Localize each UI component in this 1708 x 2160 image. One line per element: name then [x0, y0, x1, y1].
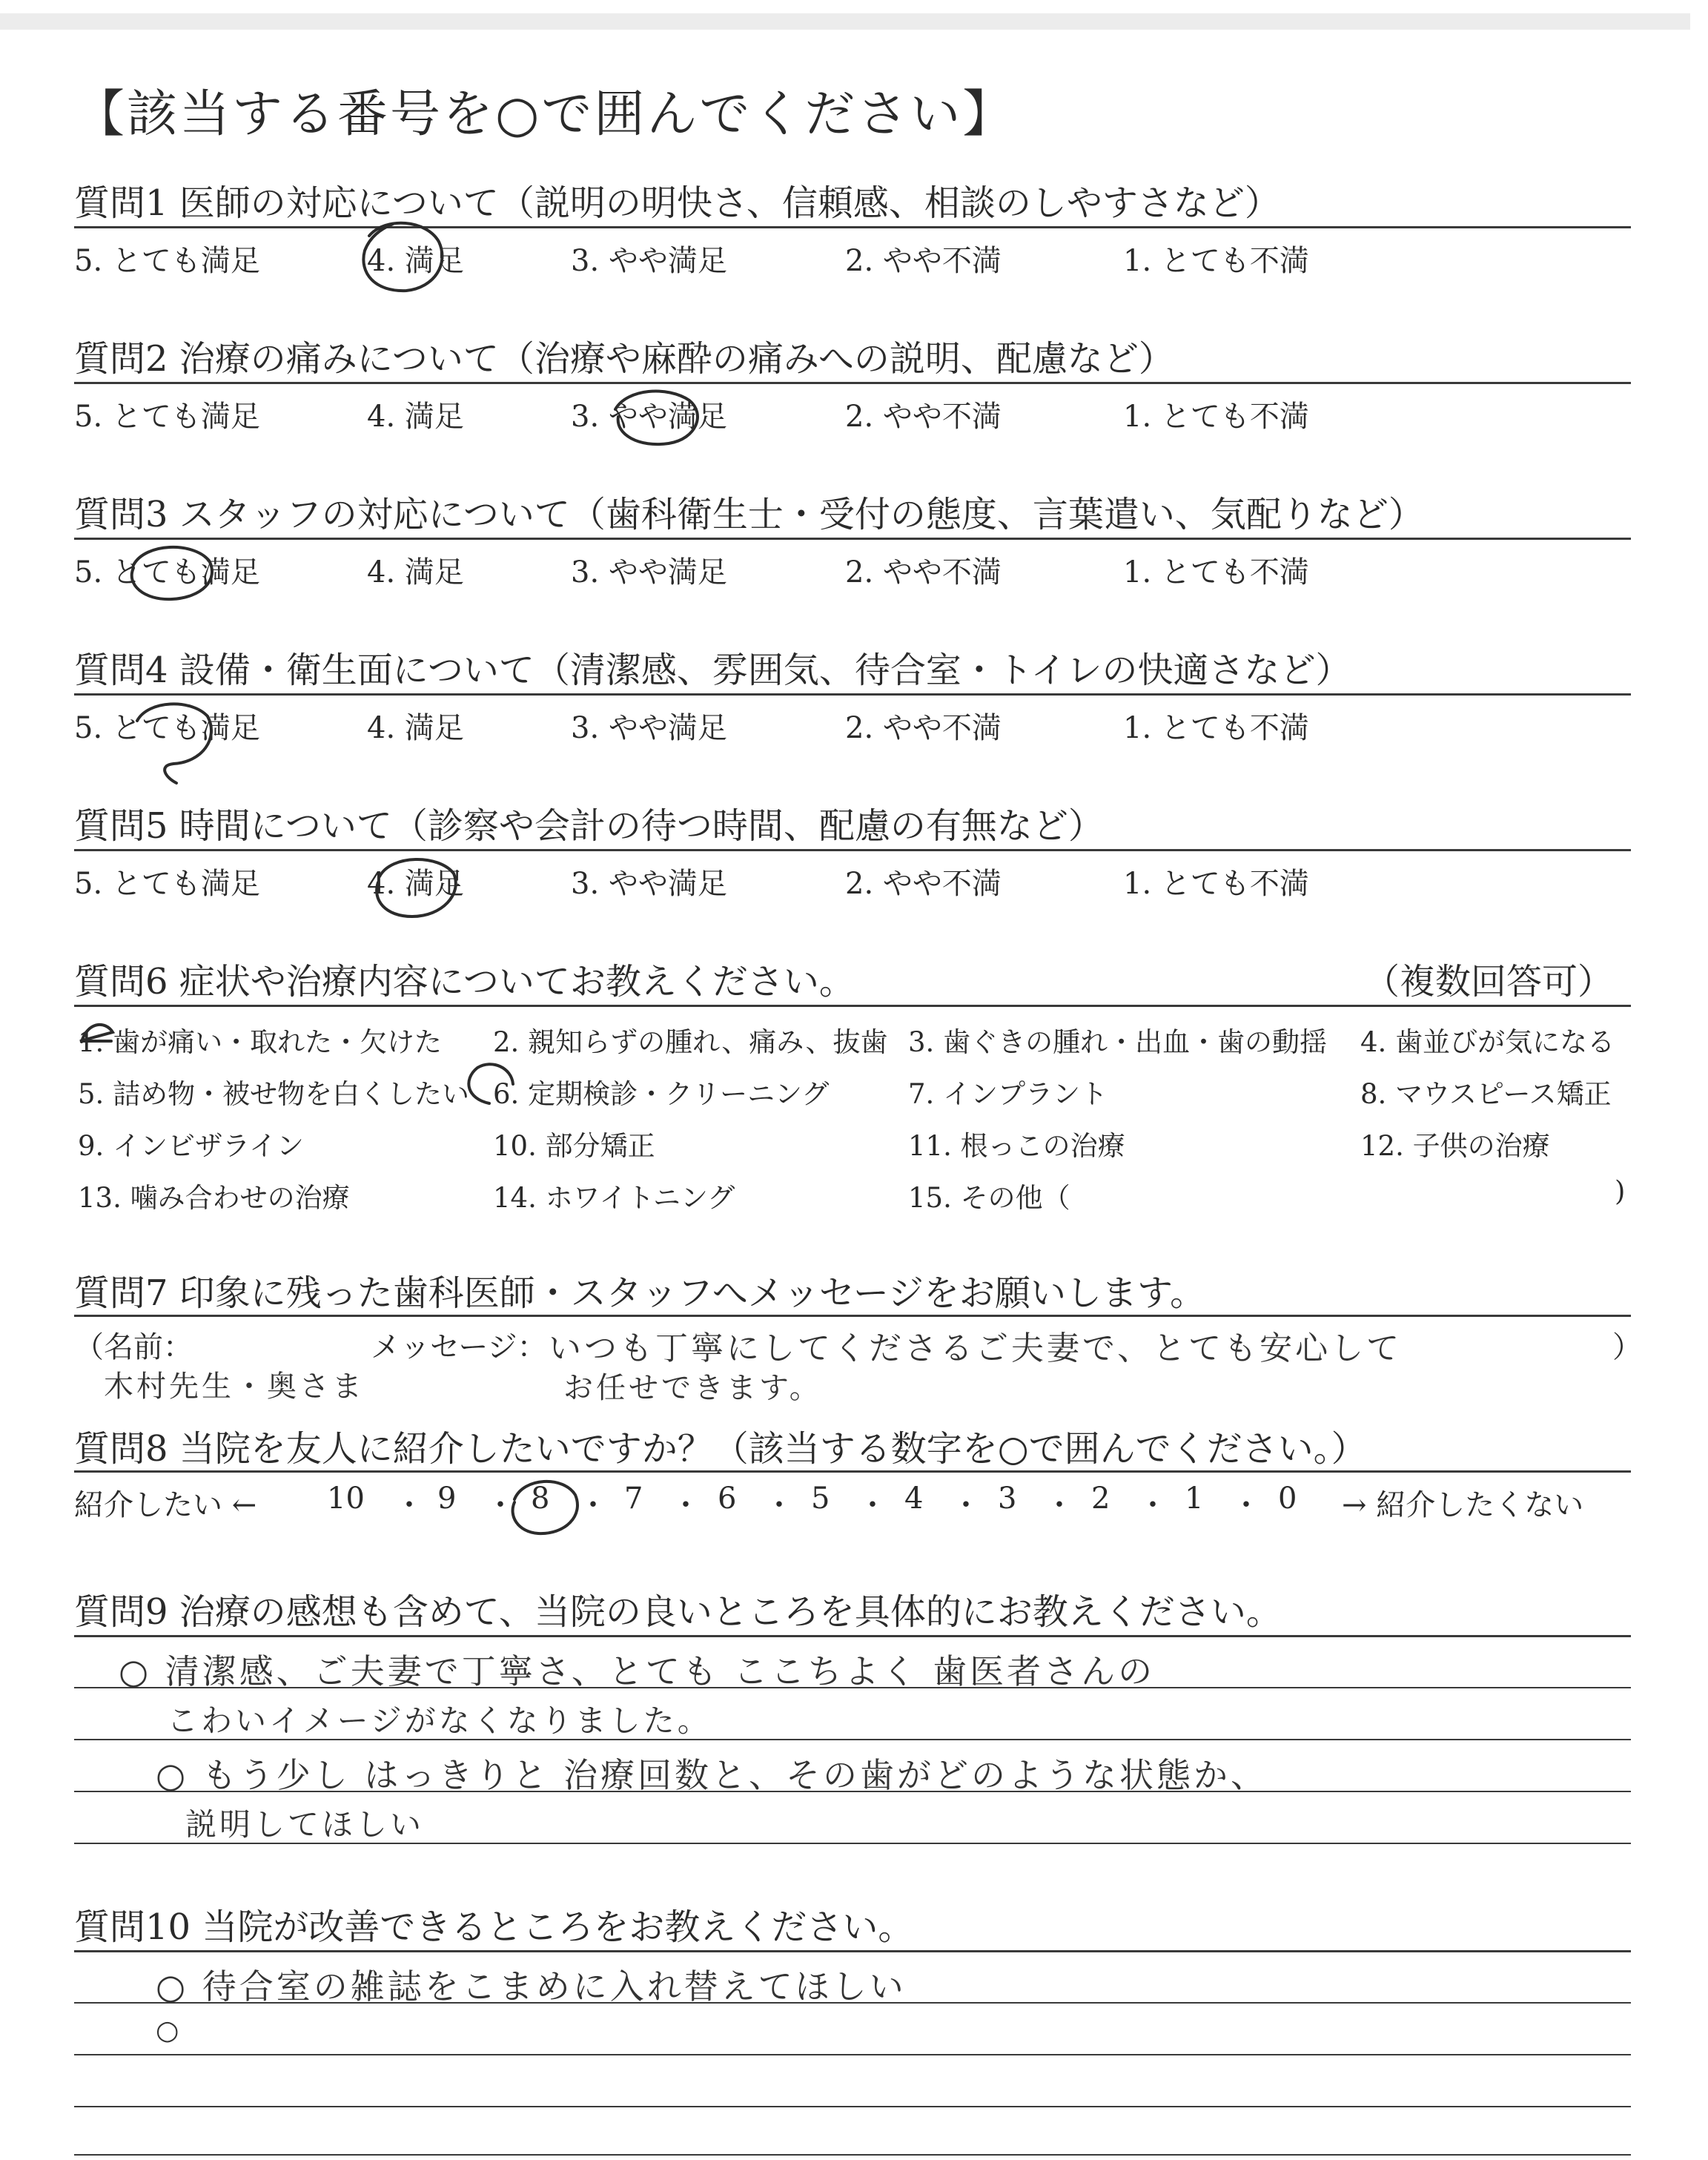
q7-rule: [74, 1315, 1631, 1317]
q6-item-8[interactable]: 8. マウスピース矯正: [1360, 1078, 1612, 1110]
q9-answer-line-1[interactable]: ○ 清潔感、ご夫妻で丁寧さ、とても ここちよく 歯医者さんの: [119, 1651, 1156, 1691]
q8-sep: ・: [578, 1488, 608, 1522]
q6-item-11[interactable]: 11. 根っこの治療: [908, 1130, 1125, 1162]
q10-answer-line-2[interactable]: ○: [156, 2015, 182, 2046]
q8-scale-1[interactable]: 1: [1185, 1482, 1204, 1516]
q5-option-3[interactable]: 3. やや満足: [571, 867, 727, 901]
q4-option-5[interactable]: 5. とても満足: [74, 711, 260, 745]
q8-scale-10[interactable]: 10: [327, 1482, 365, 1516]
q1-title: 質問1 医師の対応について（説明の明快さ、信頼感、相談のしやすさなど）: [74, 182, 1280, 224]
q6-rule: [74, 1005, 1631, 1007]
q8-sep: ・: [951, 1488, 981, 1522]
page-title: 【該当する番号を○で囲んでください】: [74, 85, 1016, 144]
q9-answer-line-3[interactable]: ○ もう少し はっきりと 治療回数と、その歯がどのような状態か、: [156, 1755, 1268, 1795]
q6-item-10[interactable]: 10. 部分矯正: [493, 1130, 655, 1162]
q10-rule: [74, 1950, 1631, 1952]
q8-scale-8[interactable]: 8: [531, 1482, 550, 1516]
q8-rule: [74, 1470, 1631, 1473]
q4-rule: [74, 693, 1631, 696]
q2-option-3[interactable]: 3. やや満足: [571, 400, 727, 434]
q8-scale-5[interactable]: 5: [811, 1482, 830, 1516]
q10-answer-rule: [74, 2154, 1631, 2156]
q2-option-4[interactable]: 4. 満足: [367, 400, 464, 434]
q7-message-label: メッセージ：: [371, 1330, 547, 1364]
q7-message-line-1[interactable]: いつも丁寧にしてくださるご夫妻で、とても安心して: [549, 1330, 1403, 1367]
q8-sep: ・: [1231, 1488, 1261, 1522]
q6-item-15[interactable]: 15. その他（: [908, 1182, 1070, 1214]
q6-other-close-paren: ): [1615, 1175, 1626, 1207]
q8-sep: ・: [858, 1488, 887, 1522]
q6-item-6[interactable]: 6. 定期検診・クリーニング: [493, 1078, 830, 1110]
q6-item-12[interactable]: 12. 子供の治療: [1360, 1130, 1550, 1162]
q8-scale-7[interactable]: 7: [624, 1482, 643, 1516]
q1-option-1[interactable]: 1. とても不満: [1123, 244, 1309, 278]
q5-option-1[interactable]: 1. とても不満: [1123, 867, 1309, 901]
q8-sep: ・: [671, 1488, 701, 1522]
q5-option-5[interactable]: 5. とても満足: [74, 867, 260, 901]
q2-title: 質問2 治療の痛みについて（治療や麻酔の痛みへの説明、配慮など）: [74, 338, 1174, 380]
q6-item-13[interactable]: 13. 噛み合わせの治療: [78, 1182, 350, 1214]
q4-option-3[interactable]: 3. やや満足: [571, 711, 727, 745]
q3-option-1[interactable]: 1. とても不満: [1123, 555, 1309, 589]
q3-title: 質問3 スタッフの対応について（歯科衛生士・受付の態度、言葉遣い、気配りなど）: [74, 494, 1424, 535]
q6-item-3[interactable]: 3. 歯ぐきの腫れ・出血・歯の動揺: [908, 1026, 1328, 1058]
q8-scale-0[interactable]: 0: [1278, 1482, 1297, 1516]
q7-name-label: （名前：: [74, 1330, 193, 1364]
q3-option-2[interactable]: 2. やや不満: [845, 555, 1002, 589]
q4-option-2[interactable]: 2. やや不満: [845, 711, 1002, 745]
q3-option-3[interactable]: 3. やや満足: [571, 555, 727, 589]
q8-scale-6[interactable]: 6: [718, 1482, 737, 1516]
q4-option-1[interactable]: 1. とても不満: [1123, 711, 1309, 745]
q1-option-3[interactable]: 3. やや満足: [571, 244, 727, 278]
q7-message-line-2[interactable]: お任せできます。: [563, 1371, 822, 1405]
q8-scale-2[interactable]: 2: [1091, 1482, 1110, 1516]
q4-title: 質問4 設備・衛生面について（清潔感、雰囲気、待合室・トイレの快適さなど）: [74, 650, 1351, 691]
q9-answer-line-4[interactable]: 説明してほしい: [185, 1806, 425, 1843]
q3-option-4[interactable]: 4. 満足: [367, 555, 464, 589]
q6-item-1[interactable]: 1. 歯が痛い・取れた・欠けた: [78, 1026, 443, 1058]
q1-rule: [74, 226, 1631, 228]
q8-left-label: 紹介したい ←: [74, 1488, 257, 1522]
q1-option-4[interactable]: 4. 満足: [367, 244, 464, 278]
q8-sep: ・: [1045, 1488, 1074, 1522]
q8-scale-4[interactable]: 4: [904, 1482, 924, 1516]
q2-option-2[interactable]: 2. やや不満: [845, 400, 1002, 434]
q9-rule: [74, 1635, 1631, 1637]
q8-scale-9[interactable]: 9: [437, 1482, 457, 1516]
q4-option-4[interactable]: 4. 満足: [367, 711, 464, 745]
q8-sep: ・: [764, 1488, 794, 1522]
q5-option-2[interactable]: 2. やや不満: [845, 867, 1002, 901]
q6-item-5[interactable]: 5. 詰め物・被せ物を白くしたい: [78, 1078, 470, 1110]
q8-title: 質問8 当院を友人に紹介したいですか？（該当する数字を○で囲んでください。）: [74, 1428, 1367, 1470]
q10-answer-rule: [74, 2054, 1631, 2055]
q7-title: 質問7 印象に残った歯科医師・スタッフへメッセージをお願いします。: [74, 1272, 1206, 1314]
q1-option-2[interactable]: 2. やや不満: [845, 244, 1002, 278]
scan-top-band: [0, 13, 1690, 30]
q2-rule: [74, 382, 1631, 384]
q3-rule: [74, 538, 1631, 540]
q2-option-1[interactable]: 1. とても不満: [1123, 400, 1309, 434]
q2-option-5[interactable]: 5. とても満足: [74, 400, 260, 434]
q10-answer-line-1[interactable]: ○ 待合室の雑誌をこまめに入れ替えてほしい: [156, 1966, 907, 2007]
q5-rule: [74, 849, 1631, 851]
q7-close-paren: ）: [1612, 1330, 1642, 1364]
q8-sep: ・: [486, 1488, 515, 1522]
q10-title: 質問10 当院が改善できるところをお教えください。: [74, 1906, 914, 1948]
q6-item-9[interactable]: 9. インビザライン: [78, 1130, 304, 1162]
q9-answer-line-2[interactable]: こわいイメージがなくなりました。: [167, 1702, 712, 1739]
q8-right-label: → 紹介したくない: [1342, 1488, 1584, 1522]
q9-title: 質問9 治療の感想も含めて、当院の良いところを具体的にお教えください。: [74, 1591, 1282, 1633]
q6-item-7[interactable]: 7. インプラント: [908, 1078, 1108, 1110]
q8-sep: ・: [1138, 1488, 1168, 1522]
q5-title: 質問5 時間について（診察や会計の待つ時間、配慮の有無など）: [74, 805, 1104, 847]
q6-title: 質問6 症状や治療内容についてお教えください。: [74, 961, 855, 1003]
q6-item-2[interactable]: 2. 親知らずの腫れ、痛み、抜歯: [493, 1026, 888, 1058]
q6-item-14[interactable]: 14. ホワイトニング: [493, 1182, 735, 1214]
q3-option-5[interactable]: 5. とても満足: [74, 555, 260, 589]
q1-option-5[interactable]: 5. とても満足: [74, 244, 260, 278]
q10-answer-rule: [74, 2106, 1631, 2107]
q6-item-4[interactable]: 4. 歯並びが気になる: [1360, 1026, 1615, 1058]
q7-name-handwritten[interactable]: 木村先生・奥さま: [104, 1370, 365, 1404]
q8-scale-3[interactable]: 3: [998, 1482, 1017, 1516]
q6-multiple-note: （複数回答可）: [1364, 961, 1614, 1003]
q8-sep: ・: [394, 1488, 424, 1522]
q5-option-4[interactable]: 4. 満足: [367, 867, 464, 901]
